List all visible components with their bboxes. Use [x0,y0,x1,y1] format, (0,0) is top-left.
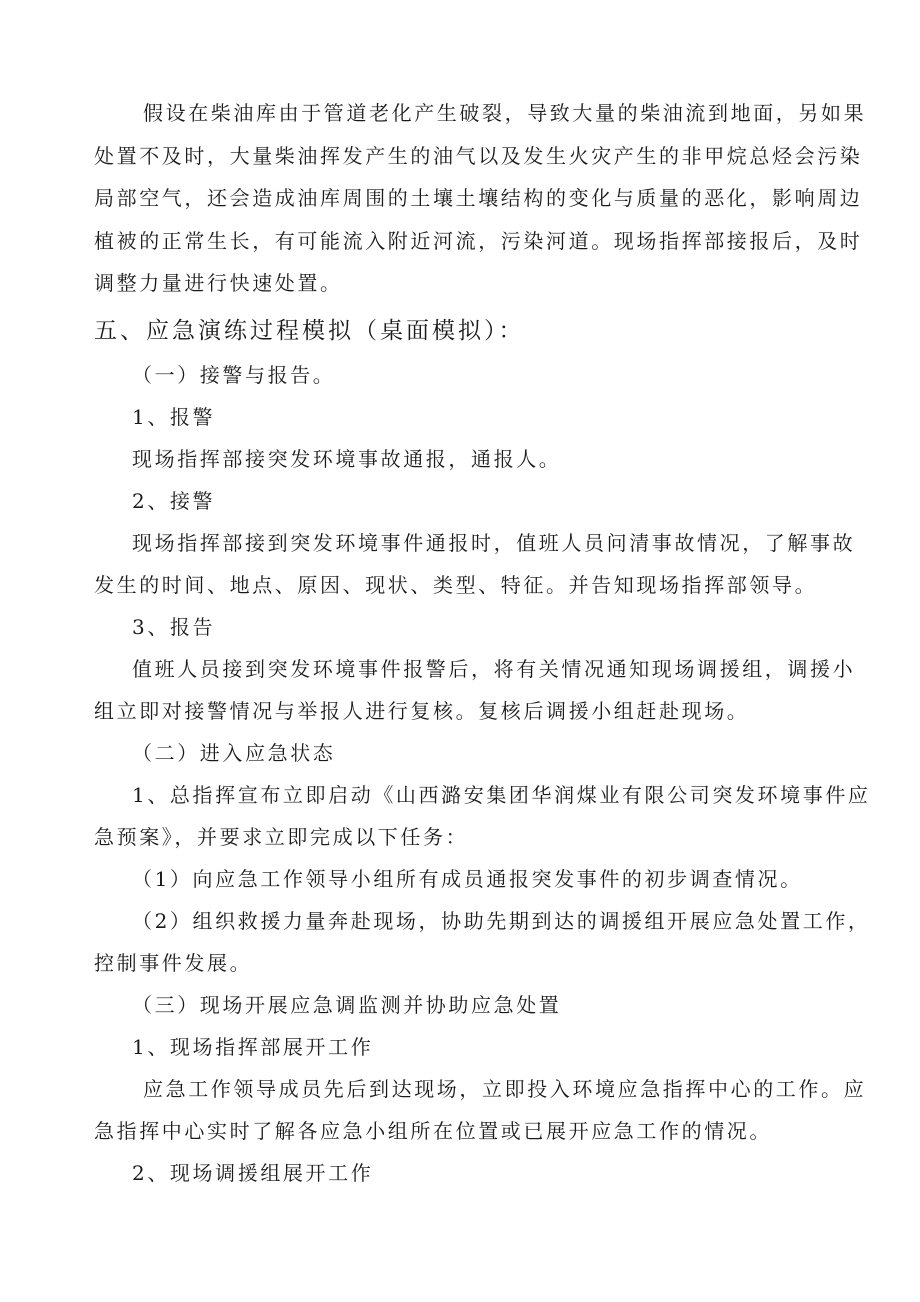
item3-title: 3、报告 [132,615,216,639]
sub2-task2-line-1: （2）组织救援力量奔赴现场，协助先期到达的调援组开展应急处置工作， [132,909,871,933]
para1-line-4: 植被的正常生长，有可能流入附近河流，污染河道。现场指挥部接报后，及时 [94,229,863,253]
item2-body-line-2: 发生的时间、地点、原因、现状、类型、特征。并告知现场指挥部领导。 [94,573,818,597]
sub2-item1-line-2: 急预案》，并要求立即完成以下任务： [94,825,469,849]
para1-line-1: 假设在柴油库由于管道老化产生破裂，导致大量的柴油流到地面，另如果 [143,101,867,125]
para1-line-5: 调整力量进行快速处置。 [94,271,343,295]
sub2-item1-line-1: 1、总指挥宣布立即启动《山西潞安集团华润煤业有限公司突发环境事件应 [132,783,871,807]
item3-body-line-1: 值班人员接到突发环境事件报警后，将有关情况通知现场调援组，调援小 [132,657,856,681]
sub3-item2-title: 2、现场调援组展开工作 [132,1161,374,1185]
section5-heading: 五、应急演练过程模拟（桌面模拟）： [94,318,525,344]
sub2-task1: （1）向应急工作领导小组所有成员通报突发事件的初步调查情况。 [132,867,803,891]
item3-body-line-2: 组立即对接警情况与举报人进行复核。复核后调援小组赶赴现场。 [94,699,750,723]
sub2-heading: （二）进入应急状态 [132,741,336,765]
para1-line-2: 处置不及时，大量柴油挥发产生的油气以及发生火灾产生的非甲烷总烃会污染 [94,144,863,168]
sub3-heading: （三）现场开展应急调监测并协助应急处置 [132,993,562,1017]
sub1-heading: （一）接警与报告。 [132,363,336,387]
item1-title: 1、报警 [132,405,216,429]
para1-line-3: 局部空气，还会造成油库周围的土壤土壤结构的变化与质量的恶化，影响周边 [94,186,863,210]
sub3-item1-body-line-1: 应急工作领导成员先后到达现场，立即投入环境应急指挥中心的工作。应 [143,1077,867,1101]
item2-title: 2、接警 [132,489,216,513]
sub2-task2-line-2: 控制事件发展。 [94,951,253,975]
sub3-item1-title: 1、现场指挥部展开工作 [132,1035,374,1059]
sub3-item1-body-line-2: 急指挥中心实时了解各应急小组所在位置或已展开应急工作的情况。 [94,1119,772,1143]
item2-body-line-1: 现场指挥部接到突发环境事件通报时，值班人员问清事故情况，了解事故 [132,531,856,555]
item1-body: 现场指挥部接突发环境事故通报，通报人。 [132,447,562,471]
